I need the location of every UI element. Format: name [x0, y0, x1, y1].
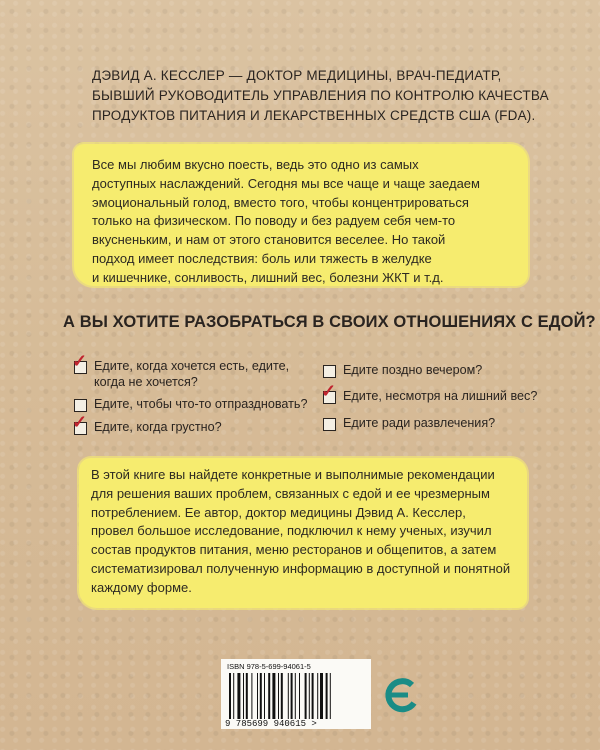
barcode: [221, 659, 371, 729]
description-line: провел большое исследование, подключил к нему ученых, изучил: [91, 523, 492, 539]
barcode-digits: 9 785699 940615 >: [225, 719, 317, 729]
option-label: Едите, когда грустно?: [94, 420, 222, 434]
intro-paragraph: [92, 156, 480, 288]
option-label: Едите, несмотря на лишний вес?: [343, 389, 538, 403]
author-bio-line: ДЭВИД А. КЕССЛЕР — ДОКТОР МЕДИЦИНЫ, ВРАЧ-ПЕДИАТР,: [92, 68, 502, 83]
question-heading: А ВЫ ХОТИТЕ РАЗОБРАТЬСЯ В СВОИХ ОТНОШЕНИЯХ С ЕДОЙ?: [63, 313, 596, 331]
author-bio: [92, 66, 549, 126]
description-paragraph: [91, 466, 510, 598]
barcode-bar: [278, 673, 279, 719]
barcode-bar: [326, 673, 328, 719]
description-line: потреблением. Ее автор, доктор медицины Дэвид А. Кесслер,: [91, 504, 466, 520]
barcode-bar: [288, 673, 289, 719]
description-line: для решения ваших проблем, связанных с едой и ее чрезмерным: [91, 485, 490, 501]
barcode-bar: [299, 673, 300, 719]
isbn-label: ISBN 978-5-699-94061-5: [227, 662, 311, 671]
checkmark-icon: ✓: [72, 412, 88, 432]
option-label: Едите, чтобы что-то отпраздновать?: [94, 397, 308, 411]
barcode-bar: [257, 673, 258, 719]
option-label: Едите поздно вечером?: [343, 363, 483, 377]
checkbox: [323, 365, 336, 378]
barcode-bar: [291, 673, 293, 719]
description-line: В этой книге вы найдете конкретные и выполнимые рекомендации: [91, 467, 495, 482]
intro-line: только на физическом. По поводу и без радуем себя чем-то: [92, 213, 456, 229]
checkmark-icon: ✓: [72, 351, 88, 371]
intro-line: и кишечнике, сонливость, лишний вес, болезни ЖКТ и т.д.: [92, 269, 444, 285]
intro-line: доступных наслаждений. Сегодня мы все чаще и чаще заедаем: [92, 175, 480, 191]
description-line: систематизировал полученную информацию в доступной и понятной: [91, 560, 511, 576]
author-bio-line: БЫВШИЙ РУКОВОДИТЕЛЬ УПРАВЛЕНИЯ ПО КОНТРОЛЮ КАЧЕСТВА: [92, 88, 549, 103]
description-line: состав продуктов питания, меню ресторанов и общепитов, а затем: [91, 542, 497, 558]
barcode-bar: [233, 673, 234, 719]
barcode-bar: [268, 673, 270, 719]
barcode-bar: [264, 673, 265, 719]
barcode-bar: [320, 673, 323, 719]
barcode-bar: [312, 673, 314, 719]
author-bio-line: ПРОДУКТОВ ПИТАНИЯ И ЛЕКАРСТВЕННЫХ СРЕДСТВ США (FDA).: [92, 108, 536, 123]
barcode-bar: [260, 673, 262, 719]
intro-line: вкусненьким, и нам от этого становится веселее. Но такой: [92, 232, 446, 248]
intro-line: Все мы любим вкусно поесть, ведь это одно из самых: [92, 157, 419, 172]
barcode-bar: [272, 673, 275, 719]
barcode-bar: [295, 673, 296, 719]
barcode-bar: [330, 673, 331, 719]
barcode-bar: [229, 673, 231, 719]
intro-line: подход имеет последствия: боль или тяжесть в желудке: [92, 250, 432, 266]
barcode-bar: [309, 673, 310, 719]
checkbox: [74, 399, 87, 412]
barcode-bar: [305, 673, 307, 719]
barcode-bar: [243, 673, 244, 719]
checkbox: [323, 418, 336, 431]
barcode-bar: [317, 673, 318, 719]
barcode-bar: [246, 673, 248, 719]
barcode-bar: [251, 673, 252, 719]
checkmark-icon: ✓: [321, 381, 337, 401]
barcode-bar: [237, 673, 240, 719]
intro-line: эмоциональный голод, вместо того, чтобы концентрироваться: [92, 194, 469, 210]
option-label: Едите ради развлечения?: [343, 416, 496, 430]
barcode-bar: [281, 673, 283, 719]
eksmo-logo-icon: [378, 673, 422, 717]
option-label: Едите, когда хочется есть, едите, когда не хочется?: [94, 359, 290, 389]
description-line: каждому форме.: [91, 579, 192, 595]
barcode-bars: [229, 673, 363, 719]
